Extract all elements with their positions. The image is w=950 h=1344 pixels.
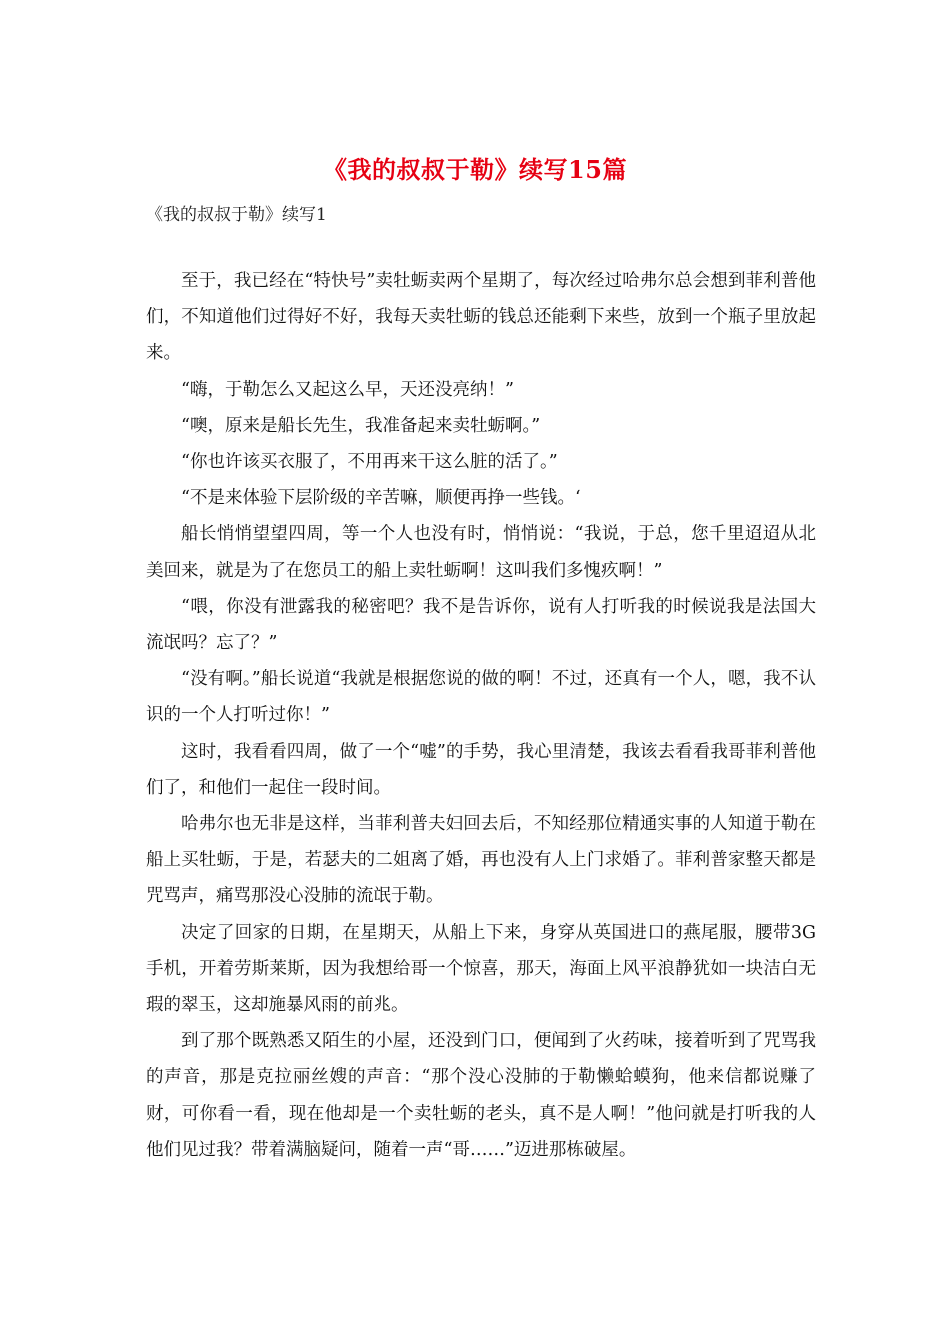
section-subtitle: 《我的叔叔于勒》续写1 xyxy=(146,205,327,225)
paragraph: 哈弗尔也无非是这样，当菲利普夫妇回去后，不知经那位精通实事的人知道于勒在船上买牡蛎，于是，若瑟夫的二姐离了婚，再也没有人上门求婚了。菲利普家整天都是咒骂声，痛骂那没心没肺的流氓于勒。 xyxy=(146,814,816,907)
document-title: 《我的叔叔于勒》续写15篇 xyxy=(323,155,627,184)
paragraph: 到了那个既熟悉又陌生的小屋，还没到门口，便闻到了火药味，接着听到了咒骂我的声音，那是克拉丽丝嫂的声音：“那个没心没肺的于勒懒蛤蟆狗，他来信都说赚了财，可你看一看，现在他却是一个卖牡蛎的老头，真不是人啊！”他问就是打听我的人他们见过我？带着满脑疑问，随着一声“哥……”迈进那栋破屋。 xyxy=(146,1031,816,1160)
paragraph: “噢，原来是船长先生，我准备起来卖牡蛎啊。” xyxy=(181,415,541,436)
paragraph: “嗨，于勒怎么又起这么早，天还没亮纳！” xyxy=(181,379,514,400)
paragraph: “你也许该买衣服了，不用再来干这么脏的活了。” xyxy=(181,452,558,473)
paragraph: “喂，你没有泄露我的秘密吧？我不是告诉你，说有人打听我的时候说我是法国大流氓吗？忘了？” xyxy=(146,596,816,654)
paragraph: 至于，我已经在“特快号”卖牡蛎卖两个星期了，每次经过哈弗尔总会想到菲利普他们，不知道他们过得好不好，我每天卖牡蛎的钱总还能剩下来些，放到一个瓶子里放起来。 xyxy=(146,271,816,364)
paragraph: 决定了回家的日期，在星期天，从船上下来，身穿从英国进口的燕尾服，腰带3G手机，开着劳斯莱斯，因为我想给哥一个惊喜，那天，海面上风平浪静犹如一块洁白无瑕的翠玉，这却施暴风雨的前兆。 xyxy=(146,922,816,1016)
body-text xyxy=(146,263,816,1168)
paragraph: “不是来体验下层阶级的辛苦嘛，顺便再挣一些钱。‘ xyxy=(181,488,581,509)
paragraph: 船长悄悄望望四周，等一个人也没有时，悄悄说：“我说，于总，您千里迢迢从北美回来，就是为了在您员工的船上卖牡蛎啊！这叫我们多愧疚啊！” xyxy=(146,524,816,581)
paragraph: 这时，我看看四周，做了一个“嘘”的手势，我心里清楚，我该去看看我哥菲利普他们了，和他们一起住一段时间。 xyxy=(146,741,816,798)
paragraph: “没有啊。”船长说道“我就是根据您说的做的啊！不过，还真有一个人，嗯，我不认识的一个人打听过你！” xyxy=(146,669,816,726)
